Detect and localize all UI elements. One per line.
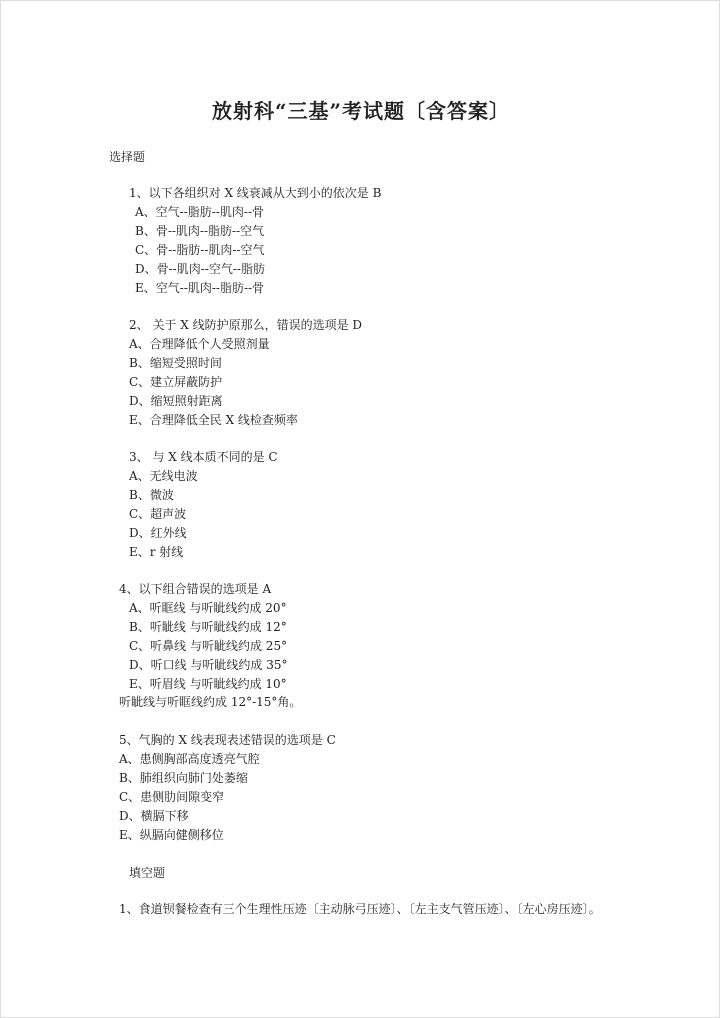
- question-4-note: 听眦线与听眶线约成 12°-15°角。: [119, 695, 302, 709]
- section-heading-fill: 填空题: [129, 866, 166, 880]
- page-title: 放射科“三基”考试题〔含答案〕: [211, 99, 510, 123]
- question-4-option-c: C、听鼻线 与听眦线约成 25°: [129, 639, 288, 653]
- question-1-option-b: B、骨--肌肉--脂肪--空气: [135, 224, 265, 238]
- question-4-option-e: E、听眉线 与听眦线约成 10°: [129, 677, 287, 691]
- question-3-option-c: C、超声波: [129, 507, 187, 521]
- question-2-option-c: C、建立屏蔽防护: [129, 375, 223, 389]
- question-2-option-b: B、缩短受照时间: [129, 356, 222, 370]
- question-1-stem: 1、以下各组织对 X 线衰减从大到小的依次是 B: [129, 186, 382, 200]
- question-4-option-d: D、听口线 与听眦线约成 35°: [129, 658, 288, 672]
- question-1-option-c: C、骨--脂肪--肌肉--空气: [135, 243, 265, 257]
- question-5-option-e: E、纵膈向健侧移位: [119, 828, 224, 842]
- question-1-option-d: D、骨--肌肉--空气--脂肪: [135, 262, 265, 276]
- fill-question-1: 1、食道钡餐检查有三个生理性压迹〔主动脉弓压迹〕、〔左主支气管压迹〕、〔左心房压迹〕。: [119, 902, 601, 916]
- question-3-option-e: E、r 射线: [129, 545, 184, 559]
- question-2-option-a: A、合理降低个人受照剂量: [129, 337, 270, 351]
- question-5-option-c: C、患侧肋间隙变窄: [119, 790, 225, 804]
- question-1-option-e: E、空气--肌肉--脂肪--骨: [135, 281, 265, 295]
- question-3-stem: 3、 与 X 线本质不同的是 C: [129, 450, 278, 464]
- section-heading-choice: 选择题: [109, 150, 146, 164]
- question-5-stem: 5、气胸的 X 线表现表述错误的选项是 C: [119, 733, 336, 747]
- question-2-option-e: E、合理降低全民 X 线检查频率: [129, 413, 298, 427]
- question-3-option-d: D、红外线: [129, 526, 187, 540]
- question-3-option-b: B、微波: [129, 488, 174, 502]
- question-4-stem: 4、以下组合错误的选项是 A: [119, 582, 272, 596]
- question-4-option-b: B、听眦线 与听眦线约成 12°: [129, 620, 287, 634]
- question-1-option-a: A、空气--脂肪--肌肉--骨: [135, 205, 264, 219]
- question-5-option-a: A、患侧胸部高度透亮气腔: [119, 752, 260, 766]
- question-2-option-d: D、缩短照射距离: [129, 394, 223, 408]
- question-3-option-a: A、无线电波: [129, 469, 198, 483]
- question-2-stem: 2、 关于 X 线防护原那么，错误的选项是 D: [129, 318, 363, 332]
- question-5-option-b: B、肺组织向肺门处萎缩: [119, 771, 248, 785]
- question-5-option-d: D、横膈下移: [119, 809, 189, 823]
- question-4-option-a: A、听眶线 与听眦线约成 20°: [129, 601, 287, 615]
